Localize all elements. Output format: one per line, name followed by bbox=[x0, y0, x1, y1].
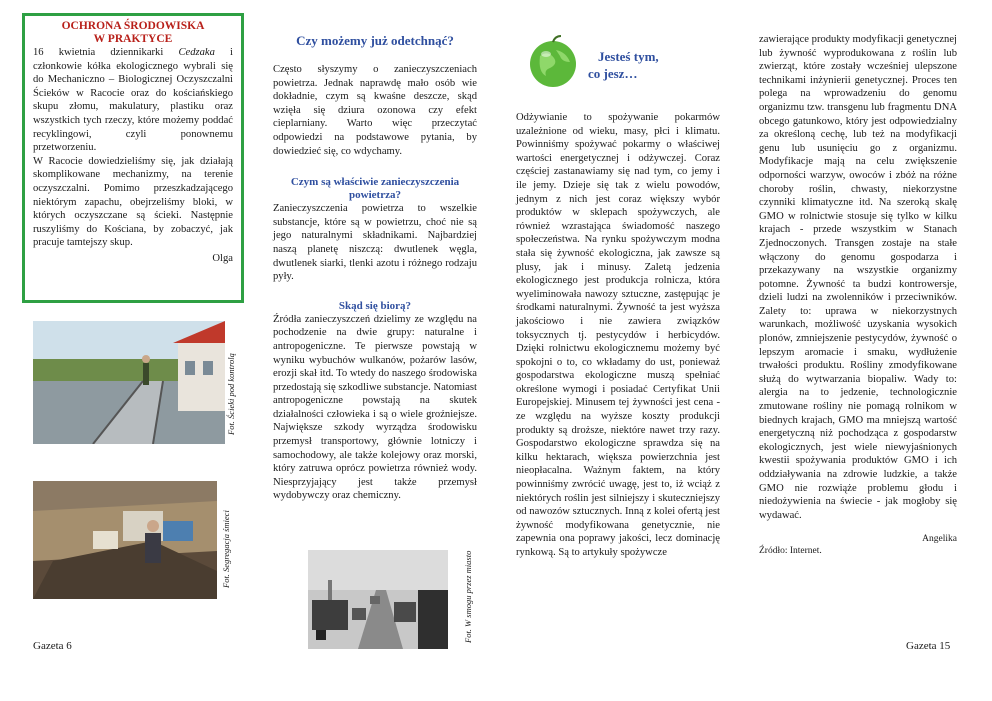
food-text-1: Odżywianie to spożywanie pokarmów uzależnione od wieku, masy, płci i klimatu. Powinniśmy spożywać pokarmy o właściwej wartości energetycznej i odżywczej. Coraz częściej zastanawiamy się nad tym, co jemy i ile jemy. Dzieje się tak z wielu powodów, jednym z nich jest coraz większy wybór produktów w sklepach spożywczych, ale również wzrastająca świadomość naszego społeczeństwa. Na rynku spożywczym modna stała się żywność ekologiczna, jak zawsze są plusy, jak i minusy. Zaletą jedzenia ekologicznego jest produkcja rolnicza, która wyeliminowała nawozy sztuczne, zastępując je środkami naturalnymi. Żywność ta jest wyższa jakościowo i nie zawiera związków toksycznych tj. pestycydów i herbicydów. Dzięki rolnictwu ekologicznemu możemy być spokojni o to, co wkładamy do ust, ponieważ gospodarstwa ekologiczne muszą spełniać określone wymogi i posiadać Certyfikat Unii Europejskiej. Minusem tej żywności jest cena - ze względu na wyższe koszty produkcji produkty są droższe, niektóre nawet trzy razy. Gospodarstwo ekologiczne sprawdza się na kilku hektarach, większa powierzchnia jest nieopłacalna. Ważnym faktem, na który powinniśmy zwrócić uwagę, jest to, iż wciąż z niektórych roślin jest silniejszy i skuteczniejszy od nawozów sztucznych. Inną z kolei ofertą jest żywność modyfikowana genetycznie, nie zapewnia ona poprawy jakości, lecz dominację rynkową. Są to artykuły spożywcze bbox=[516, 112, 720, 558]
food-article-title: Jesteś tym, co jesz… bbox=[588, 49, 659, 81]
box-paragraph-1: 16 kwietnia dziennikarki Cedzaka i członkowie kółka ekologicznego wybrali się do Mechaniczno – Biologicznej Oczyszczalni Ścieków w Racocie oraz do kościańskiego skupu złomu, makulatury, plastiku oraz wszystkich tych rzeczy, które możemy poddać recyklingowi, czyli ponownemu przetworzeniu. bbox=[33, 47, 234, 154]
footer-page-15: Gazeta 15 bbox=[906, 640, 951, 652]
air-intro: Często słyszymy o zanieczyszczeniach powietrza. Jednak naprawdę mało osób wie dokładnie, czym są kwaśne deszcze, skąd wzięła się dziura ozonowa czy efekt cieplarniany. Warto więc przeczytać odpowiedzi na podstawowe pytania, by dowiedzieć się, co wdychamy. bbox=[273, 64, 477, 157]
photo3-caption: Fot. W smogu przez miasto bbox=[463, 550, 473, 643]
air-paragraph-1: Zanieczyszczenia powietrza to wszelkie substancje, które są w powietrzu, choć nie są jego naturalnymi składnikami. Najbardziej naszą planetę niszczą: dwutlenek węgla, dwutlenek siarki, tlenki azotu i różnego rodzaju pyły. bbox=[273, 203, 477, 283]
food-source: Źródło: Internet. bbox=[759, 546, 822, 557]
article-air-pollution bbox=[273, 33, 477, 503]
air-paragraph-2: Źródła zanieczyszczeń dzielimy ze względu na pochodzenie na dwie grupy: naturalne i antropogeniczne. Te pierwsze powstają w wyniku wybuchów wulkanów, pożarów lasów, erozji skał itd. To wtedy do naszego środowiska przedostają się szkodliwe substancje. Natomiast antropogeniczne powstają na skutek działalności człowieka i są o wiele groźniejsze. Największe szkody wyrządza środowisku przemysł transportowy, głównie lotniczy i samochodowy, ale także kolejowy oraz morski, który zatruwa oprócz powietrza również wody. Niesprzyjający jest także przemysł wydobywczy oraz chemiczny. bbox=[273, 313, 477, 502]
apple-globe-icon bbox=[526, 34, 580, 88]
photo-waste-sorting bbox=[33, 481, 217, 599]
heading-where-from: Skąd się biorą? bbox=[338, 299, 412, 312]
food-text-2: zawierające produkty modyfikacji genetycznej lub żywność wyprodukowana z roślin lub zwierząt, które zostały wcześniej ulepszone technikami inżynierii genetycznej. Proces ten polega na wprowadzeniu do genomu organizmu tzw. transgenu lub fragmentu DNA obcego gatunkowo, który jest odpowiedzialny za określoną cechę, lub też na modyfikacji genu lub usunięciu go z organizmu. Modyfikacje mają na celu zwiększenie odporności warzyw, owoców i zbóż na różne choroby roślin, chwasty, niekorzystne czynniki klimatyczne itd. Na szeroką skalę GMO w rolnictwie stosuje się tylko w kilku krajach - przede wszystkim w Stanach Zjednoczonych. Transgen zostaje na stałe włączony do genomu gospodarza i przekazywany na wszystkie organizmy potomne. Żywność ta budzi kontrowersje, dzieli ludzi na zwolenników i przeciwników. Zalety to: uprawa w niekorzystnych warunkach, możliwość uzyskania wysokich plonów, zmniejszenie pestycydów, żywność o lepszym aromacie i smaku, wydłużenie trwałości produktu. Rośliny zmodyfikowane służą do wytwarzania biopaliw. Wady to: alergia na to jedzenie, technologicznie zmutowane rośliny nie pomagą rolnikom w biednych krajach, GMO ma mniejszą wartość energetyczną niż pochodząca z gospodarstw ekologicznych, jest wiele niewyjaśnionych kwestii spożywania produktów GMO i ich oddziaływania na zdrowie ludzkie, a także GMO nie rozwiąże problemu głodu i niedożywienia na świecie - jak mogłoby się wydawać. bbox=[759, 34, 957, 521]
photo-traffic-smog bbox=[308, 550, 448, 649]
photo2-caption: Fot. Segregacja śmieci bbox=[221, 510, 231, 588]
heading-what-are: Czym są właściwie zanieczyszczenia powietrza? bbox=[290, 176, 460, 202]
box-title: OCHRONA ŚRODOWISKA W PRAKTYCE bbox=[61, 20, 205, 45]
box-paragraph-2: W Racocie dowiedzieliśmy się, jak działają skomplikowane mechanizmy, na terenie oczyszczalni. Pomimo przeszkadzającego niektórym zapachu, obejrzeliśmy bloki, w których oczyszczane są ścieki. Następnie ruszyliśmy do Kościana, by zobaczyć, jak pracuje tamtejszy skup. bbox=[33, 155, 233, 249]
food-column-2 bbox=[759, 33, 957, 556]
photo-treatment-plant bbox=[33, 321, 225, 444]
photo1-caption: Fot. Ścieki pod kontrolą bbox=[226, 353, 236, 435]
footer-page-6: Gazeta 6 bbox=[33, 640, 72, 652]
food-column-1 bbox=[516, 111, 720, 560]
food-signature: Angelika bbox=[922, 534, 957, 545]
box-signature: Olga bbox=[212, 252, 233, 264]
article-box-ochrona bbox=[22, 13, 244, 303]
article-title: Czy możemy już odetchnąć? bbox=[296, 33, 454, 48]
